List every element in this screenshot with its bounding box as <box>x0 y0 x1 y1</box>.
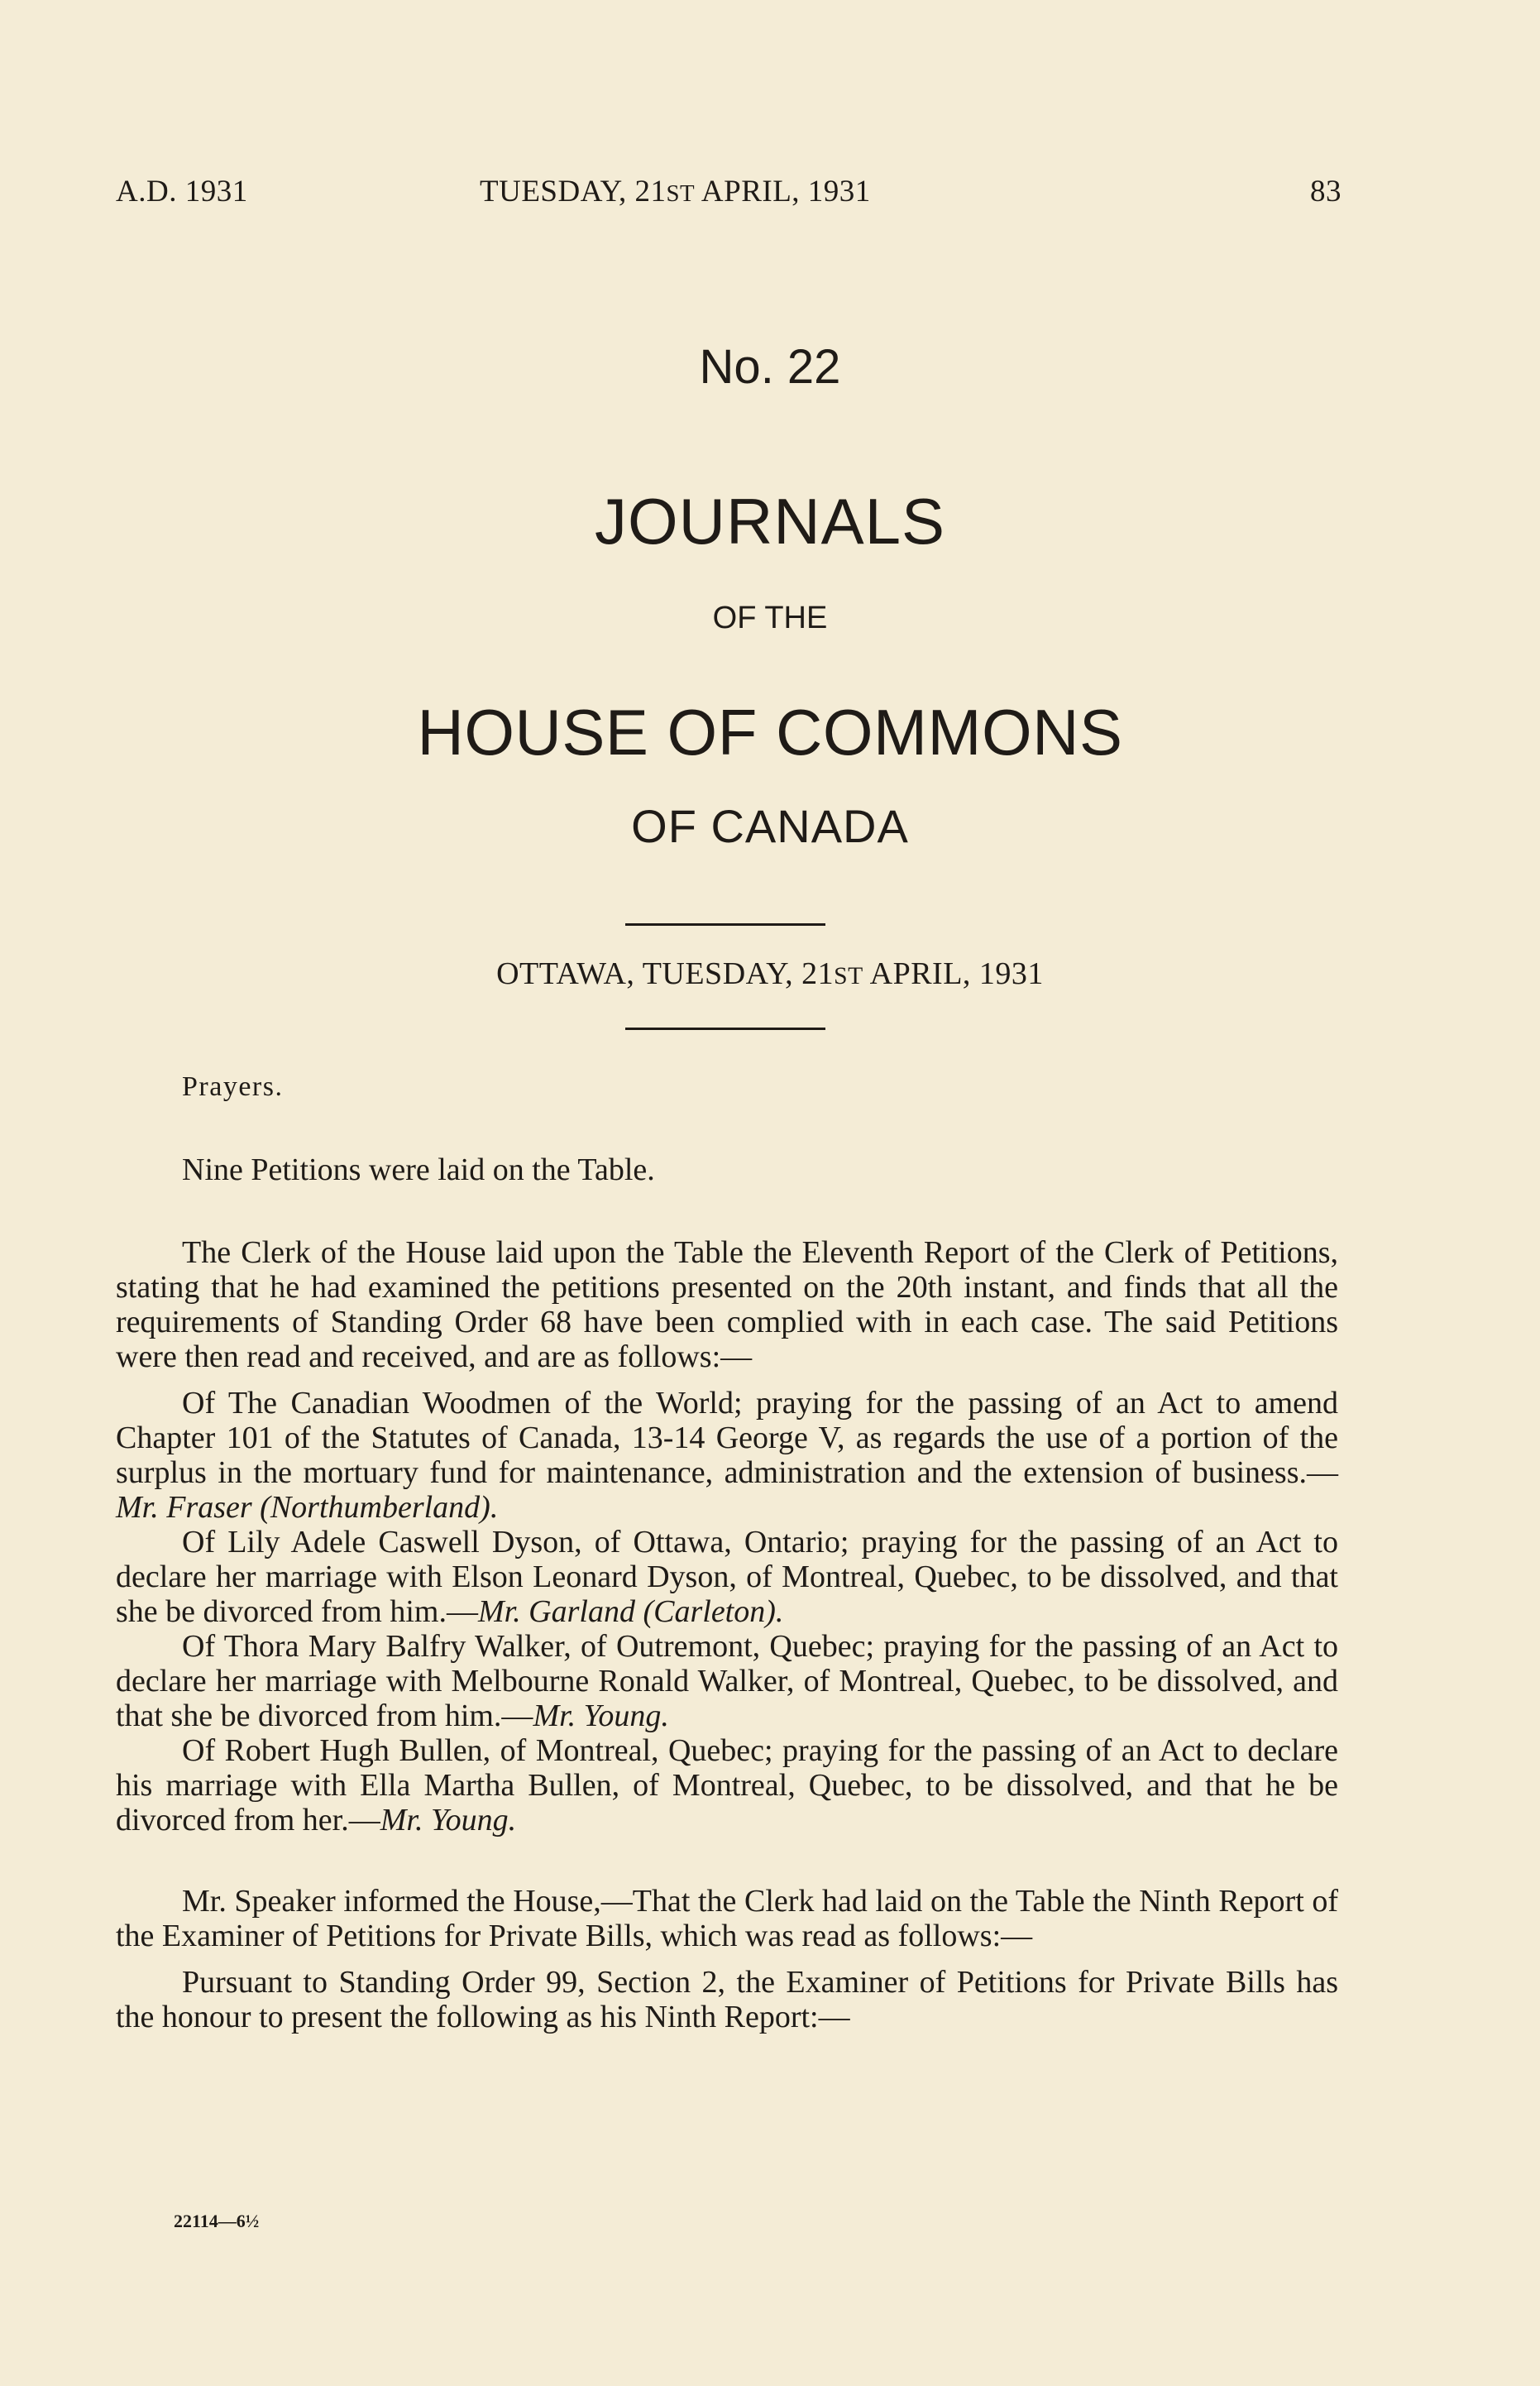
running-head-date <box>480 174 871 209</box>
dateline-ordinal: ST <box>834 963 863 989</box>
speaker-paragraph: Mr. Speaker informed the House,—That the Clerk had laid on the Table the Ninth Report of the Examiner of Petitions for Private Bills, which was read as follows:— <box>116 1884 1338 1953</box>
running-head-date-month: APRIL, 1931 <box>695 175 871 208</box>
journal-body <box>116 1070 1338 2034</box>
petition-item <box>116 1629 1338 1733</box>
printer-code: 22114—6½ <box>174 2211 260 2231</box>
divider-bottom <box>625 1028 825 1030</box>
petition-text: Of The Canadian Woodmen of the World; praying for the passing of an Act to amend Chapter 101 of the Statutes of Canada, 13-14 George V, as regards the use of a portion of the surplus in the mortuary fund for maintenance, administration and the extension of business.— <box>116 1386 1338 1490</box>
petition-member: Mr. Young. <box>533 1698 669 1733</box>
title-house-of-commons: HOUSE OF COMMONS <box>417 696 1123 769</box>
petition-item <box>116 1733 1338 1837</box>
pursuant-paragraph: Pursuant to Standing Order 99, Section 2, the Examiner of Petitions for Private Bills has the honour to present the following as his Ninth Report:— <box>116 1965 1338 2034</box>
petition-item <box>116 1525 1338 1629</box>
petition-member: Mr. Garland (Carleton). <box>477 1594 784 1629</box>
running-head-year: A.D. 1931 <box>116 175 248 208</box>
prayers-heading: Prayers. <box>182 1071 284 1102</box>
dateline-month: APRIL, 1931 <box>863 956 1044 991</box>
title-of-the: OF THE <box>712 601 828 635</box>
petition-member: Mr. Fraser (Northumberland). <box>116 1490 499 1525</box>
running-head-date-ordinal: ST <box>666 180 696 207</box>
journal-number: No. 22 <box>699 340 841 394</box>
petition-member: Mr. Young. <box>380 1803 517 1837</box>
page-number: 83 <box>1310 175 1342 208</box>
petition-text: Of Thora Mary Balfry Walker, of Outremont, Quebec; praying for the passing of an Act to declare her marriage with Melbourne Ronald Walker, of Montreal, Quebec, to be dissolved, and that she be divorced from him.— <box>116 1629 1338 1733</box>
petition-text: Of Robert Hugh Bullen, of Montreal, Quebec; praying for the passing of an Act to declare his marriage with Ella Martha Bullen, of Montreal, Quebec, to be dissolved, and that he be divorced from her.— <box>116 1733 1338 1837</box>
petition-text: Of Lily Adele Caswell Dyson, of Ottawa, Ontario; praying for the passing of an Act to declare her marriage with Elson Leonard Dyson, of Montreal, Quebec, to be dissolved, and that she be divorced from him.— <box>116 1525 1338 1629</box>
title-of-canada: OF CANADA <box>631 800 909 852</box>
divider-top <box>625 923 825 926</box>
petitions-laid-paragraph: Nine Petitions were laid on the Table. <box>182 1152 655 1187</box>
dateline <box>0 956 1540 992</box>
dateline-day: OTTAWA, TUESDAY, 21 <box>496 956 835 991</box>
clerk-report-paragraph: The Clerk of the House laid upon the Table the Eleventh Report of the Clerk of Petitions, stating that he had examined the petitions presented on the 20th instant, and finds that all the requirements of Standing Order 68 have been complied with in each case. The said Petitions were then read and received, and are as follows:— <box>116 1235 1338 1374</box>
title-journals: JOURNALS <box>594 485 946 558</box>
running-head-date-day: TUESDAY, 21 <box>480 175 667 208</box>
petition-item <box>116 1386 1338 1525</box>
